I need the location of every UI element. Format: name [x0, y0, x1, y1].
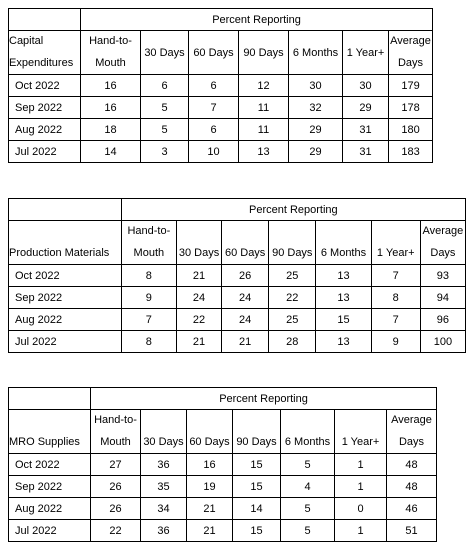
- month-cell: Jul 2022: [9, 331, 122, 353]
- 30-days-cell: 34: [141, 498, 187, 520]
- average-days-cell: 178: [389, 97, 433, 119]
- 90-days-header: 90 Days: [233, 410, 281, 454]
- average-days-cell: 48: [387, 454, 437, 476]
- table-row: [9, 265, 466, 287]
- 90-days-cell: 11: [239, 97, 289, 119]
- 1-year-cell: 31: [343, 119, 389, 141]
- table-row: [9, 309, 466, 331]
- 90-days-cell: 25: [269, 265, 316, 287]
- average-days-cell: 180: [389, 119, 433, 141]
- 1-year-cell: 0: [335, 498, 387, 520]
- 1-year-cell: 1: [335, 476, 387, 498]
- 6-months-cell: 30: [289, 75, 343, 97]
- table-row: [9, 520, 437, 542]
- 30-days-cell: 36: [141, 520, 187, 542]
- 60-days-cell: 24: [222, 287, 269, 309]
- 90-days-header: 90 Days: [269, 221, 316, 265]
- table-row: [9, 476, 437, 498]
- hand-to-mouth-header: Hand-to- Mouth: [81, 31, 141, 75]
- hand-to-mouth-cell: 8: [121, 265, 176, 287]
- 60-days-cell: 10: [189, 141, 239, 163]
- 30-days-header: 30 Days: [141, 410, 187, 454]
- month-cell: Sep 2022: [9, 476, 91, 498]
- 1-year-header: 1 Year+: [371, 221, 420, 265]
- table-title-row: [9, 9, 433, 31]
- 6-months-cell: 15: [316, 309, 371, 331]
- average-days-cell: 100: [420, 331, 465, 353]
- percent-reporting-header: Percent Reporting: [121, 199, 465, 221]
- column-header-row: [9, 221, 466, 265]
- hand-to-mouth-cell: 27: [91, 454, 141, 476]
- category-header: Capital Expenditures: [9, 31, 81, 75]
- 60-days-header: 60 Days: [189, 31, 239, 75]
- 60-days-cell: 6: [189, 119, 239, 141]
- hand-to-mouth-header: Hand-to- Mouth: [91, 410, 141, 454]
- 6-months-cell: 5: [281, 520, 335, 542]
- 30-days-cell: 3: [141, 141, 189, 163]
- hand-to-mouth-header: Hand-to- Mouth: [121, 221, 176, 265]
- average-days-cell: 51: [387, 520, 437, 542]
- 30-days-cell: 36: [141, 454, 187, 476]
- 6-months-cell: 5: [281, 498, 335, 520]
- 30-days-cell: 6: [141, 75, 189, 97]
- capital-expenditures-table: [8, 8, 433, 163]
- 60-days-cell: 6: [189, 75, 239, 97]
- table-row: [9, 498, 437, 520]
- hand-to-mouth-cell: 16: [81, 75, 141, 97]
- 6-months-cell: 29: [289, 141, 343, 163]
- 30-days-cell: 5: [141, 119, 189, 141]
- 6-months-cell: 29: [289, 119, 343, 141]
- 90-days-cell: 22: [269, 287, 316, 309]
- hand-to-mouth-cell: 9: [121, 287, 176, 309]
- 1-year-header: 1 Year+: [343, 31, 389, 75]
- 6-months-cell: 13: [316, 287, 371, 309]
- 90-days-cell: 12: [239, 75, 289, 97]
- 6-months-header: 6 Months: [289, 31, 343, 75]
- hand-to-mouth-cell: 16: [81, 97, 141, 119]
- month-cell: Jul 2022: [9, 141, 81, 163]
- 90-days-cell: 28: [269, 331, 316, 353]
- 1-year-header: 1 Year+: [335, 410, 387, 454]
- 60-days-cell: 21: [187, 498, 233, 520]
- table-row: [9, 97, 433, 119]
- month-cell: Oct 2022: [9, 265, 122, 287]
- 30-days-cell: 21: [177, 265, 222, 287]
- 1-year-cell: 1: [335, 520, 387, 542]
- table-row: [9, 141, 433, 163]
- average-days-header: Average Days: [420, 221, 465, 265]
- 60-days-cell: 24: [222, 309, 269, 331]
- 6-months-cell: 13: [316, 265, 371, 287]
- average-days-cell: 93: [420, 265, 465, 287]
- month-cell: Oct 2022: [9, 75, 81, 97]
- hand-to-mouth-cell: 8: [121, 331, 176, 353]
- 1-year-cell: 8: [371, 287, 420, 309]
- hand-to-mouth-cell: 7: [121, 309, 176, 331]
- table-title-row: [9, 199, 466, 221]
- 1-year-cell: 29: [343, 97, 389, 119]
- 90-days-cell: 15: [233, 454, 281, 476]
- 60-days-cell: 26: [222, 265, 269, 287]
- average-days-cell: 179: [389, 75, 433, 97]
- 60-days-cell: 19: [187, 476, 233, 498]
- 60-days-header: 60 Days: [187, 410, 233, 454]
- column-header-row: [9, 410, 437, 454]
- month-cell: Oct 2022: [9, 454, 91, 476]
- average-days-cell: 48: [387, 476, 437, 498]
- 30-days-cell: 22: [177, 309, 222, 331]
- month-cell: Aug 2022: [9, 498, 91, 520]
- 30-days-header: 30 Days: [177, 221, 222, 265]
- month-cell: Aug 2022: [9, 119, 81, 141]
- 60-days-cell: 21: [187, 520, 233, 542]
- 6-months-cell: 5: [281, 454, 335, 476]
- 30-days-cell: 24: [177, 287, 222, 309]
- hand-to-mouth-cell: 26: [91, 476, 141, 498]
- 90-days-cell: 25: [269, 309, 316, 331]
- 1-year-cell: 1: [335, 454, 387, 476]
- hand-to-mouth-cell: 22: [91, 520, 141, 542]
- month-cell: Sep 2022: [9, 97, 81, 119]
- 90-days-cell: 13: [239, 141, 289, 163]
- mro-supplies-table: [8, 387, 437, 542]
- 6-months-cell: 4: [281, 476, 335, 498]
- 6-months-header: 6 Months: [316, 221, 371, 265]
- month-cell: Sep 2022: [9, 287, 122, 309]
- 60-days-cell: 7: [189, 97, 239, 119]
- month-cell: Aug 2022: [9, 309, 122, 331]
- 6-months-cell: 32: [289, 97, 343, 119]
- average-days-cell: 183: [389, 141, 433, 163]
- average-days-header: Average Days: [387, 410, 437, 454]
- hand-to-mouth-cell: 18: [81, 119, 141, 141]
- 90-days-header: 90 Days: [239, 31, 289, 75]
- 60-days-cell: 16: [187, 454, 233, 476]
- 90-days-cell: 11: [239, 119, 289, 141]
- table-row: [9, 287, 466, 309]
- production-materials-table: [8, 198, 466, 353]
- average-days-cell: 96: [420, 309, 465, 331]
- 1-year-cell: 30: [343, 75, 389, 97]
- 1-year-cell: 7: [371, 309, 420, 331]
- 30-days-header: 30 Days: [141, 31, 189, 75]
- hand-to-mouth-cell: 26: [91, 498, 141, 520]
- percent-reporting-header: Percent Reporting: [91, 388, 437, 410]
- 90-days-cell: 15: [233, 476, 281, 498]
- 60-days-header: 60 Days: [222, 221, 269, 265]
- 1-year-cell: 31: [343, 141, 389, 163]
- table-row: [9, 75, 433, 97]
- hand-to-mouth-cell: 14: [81, 141, 141, 163]
- 30-days-cell: 35: [141, 476, 187, 498]
- 1-year-cell: 7: [371, 265, 420, 287]
- 90-days-cell: 15: [233, 520, 281, 542]
- 1-year-cell: 9: [371, 331, 420, 353]
- table-row: [9, 454, 437, 476]
- column-header-row: [9, 31, 433, 75]
- table-row: [9, 331, 466, 353]
- 6-months-header: 6 Months: [281, 410, 335, 454]
- average-days-cell: 94: [420, 287, 465, 309]
- 6-months-cell: 13: [316, 331, 371, 353]
- 90-days-cell: 14: [233, 498, 281, 520]
- 30-days-cell: 21: [177, 331, 222, 353]
- category-header: MRO Supplies: [9, 410, 91, 454]
- 30-days-cell: 5: [141, 97, 189, 119]
- table-row: [9, 119, 433, 141]
- month-cell: Jul 2022: [9, 520, 91, 542]
- percent-reporting-header: Percent Reporting: [81, 9, 433, 31]
- 60-days-cell: 21: [222, 331, 269, 353]
- category-header: Production Materials: [9, 221, 122, 265]
- average-days-header: Average Days: [389, 31, 433, 75]
- average-days-cell: 46: [387, 498, 437, 520]
- table-title-row: [9, 388, 437, 410]
